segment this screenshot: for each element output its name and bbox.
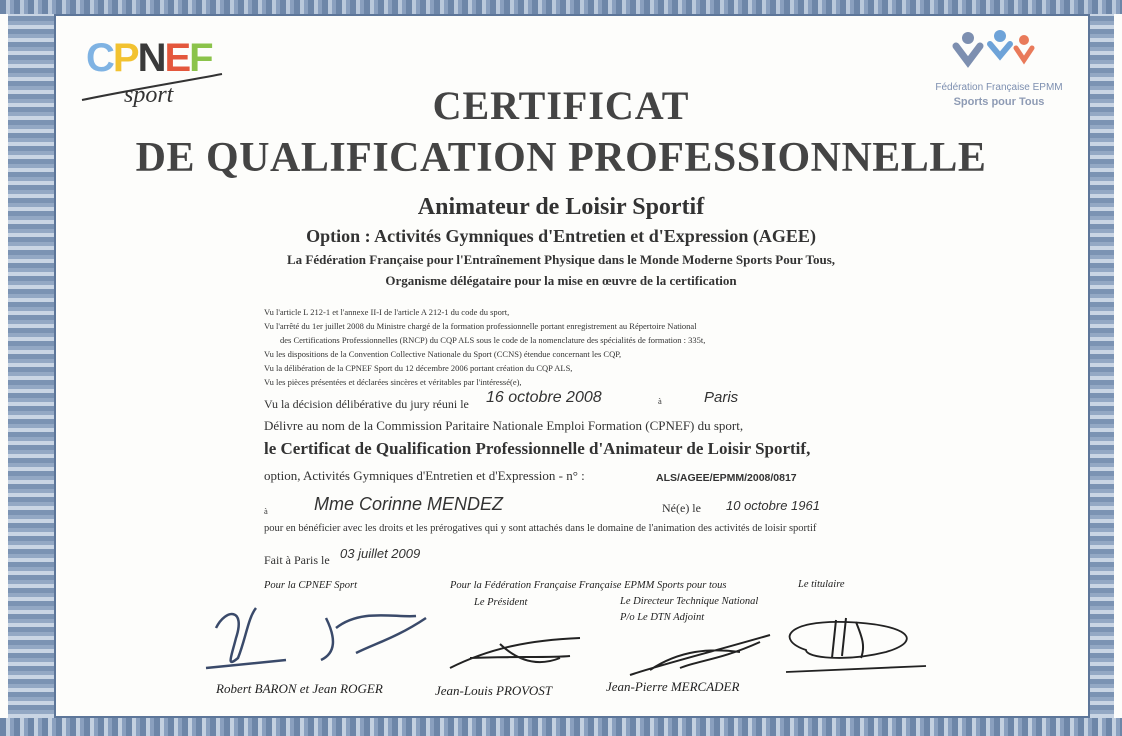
director-deputy-label: P/o Le DTN Adjoint (620, 612, 705, 623)
frame-border-top (0, 0, 1122, 14)
signatory-names-cpnef: Robert BARON et Jean ROGER (216, 681, 383, 696)
decision-at: à (658, 396, 662, 406)
logo-sport-text: sport (124, 82, 174, 108)
legal-line: Vu l'article L 212-1 et l'annexe II-I de l'article A 212-1 du code du sport, (264, 307, 510, 317)
frame-border-bottom (0, 718, 1122, 736)
signature-holder (766, 610, 936, 680)
epmm-name: Fédération Française EPMM (935, 82, 1063, 93)
president-label: Le Président (474, 597, 528, 608)
decision-label: Vu la décision délibérative du jury réuni le (264, 397, 469, 411)
deliver-text: Délivre au nom de la Commission Paritaire Nationale Emploi Formation (CPNEF) du sport, (264, 418, 744, 433)
signatory-name-director: Jean-Pierre MERCADER (606, 679, 740, 694)
certificate-name: le Certificat de Qualification Professionnelle d'Animateur de Loisir Sportif, (264, 439, 811, 458)
subtitle-line1: Animateur de Loisir Sportif (417, 194, 705, 220)
born-label: Né(e) le (662, 501, 701, 515)
legal-line: des Certifications Professionnelles (RNCP) du CQP ALS sous le code de la nomenclature des spécialités de formation : 335t, (280, 335, 706, 345)
done-label: Fait à Paris le (264, 553, 330, 567)
decision-date: 16 octobre 2008 (486, 389, 602, 406)
legal-line: Vu la délibération de la CPNEF Sport du 12 décembre 2006 portant création du CQP ALS, (264, 363, 573, 373)
director-label: Le Directeur Technique National (620, 596, 759, 607)
subtitle-line4: Organisme délégataire pour la mise en œuvre de la certification (385, 273, 737, 288)
legal-line: Vu les pièces présentées et déclarées sincères et véritables par l'intéressé(e), (264, 377, 522, 387)
subtitle-line3: La Fédération Française pour l'Entraînement Physique dans le Monde Moderne Sports Pour Tous, (286, 252, 836, 267)
signatory-name-president: Jean-Louis PROVOST (435, 683, 552, 698)
cpnef-signature-label: Pour la CPNEF Sport (264, 580, 358, 591)
title-line2: DE QUALIFICATION PROFESSIONNELLE (135, 135, 987, 181)
signature-baron-roger (186, 598, 436, 678)
signature-provost (440, 628, 590, 678)
recipient-name: Mme Corinne MENDEZ (314, 494, 504, 514)
subtitle-line2: Option : Activités Gymniques d'Entretien et d'Expression (AGEE) (306, 226, 816, 246)
signature-mercader (620, 630, 780, 680)
recipient-to: à (264, 506, 268, 516)
epmm-tagline: Sports pour Tous (953, 96, 1045, 108)
option-label: option, Activités Gymniques d'Entretien et d'Expression - n° : (264, 468, 585, 483)
holder-label: Le titulaire (798, 579, 845, 590)
decision-place: Paris (704, 389, 739, 406)
done-date: 03 juillet 2009 (340, 546, 421, 561)
legal-line: Vu les dispositions de la Convention Collective Nationale du Sport (CCNS) étendue concernant les CQP, (264, 349, 622, 359)
cpnef-logo: CPNEF sport (80, 36, 225, 126)
certificate-number: ALS/AGEE/EPMM/2008/0817 (656, 472, 797, 484)
born-date: 10 octobre 1961 (726, 498, 820, 513)
people-icon (920, 26, 1080, 82)
rights-text: pour en bénéficier avec les droits et les prérogatives qui y sont attachés dans le domaine de l'animation des activités de loisir sportif (264, 523, 817, 534)
federation-signature-label: Pour la Fédération Française Française EPMM Sports pour tous (450, 580, 727, 591)
title-line1: CERTIFICAT (432, 83, 690, 128)
legal-line: Vu l'arrêté du 1er juillet 2008 du Ministre chargé de la formation professionnelle portant enregistrement au Répertoire National (264, 321, 697, 331)
